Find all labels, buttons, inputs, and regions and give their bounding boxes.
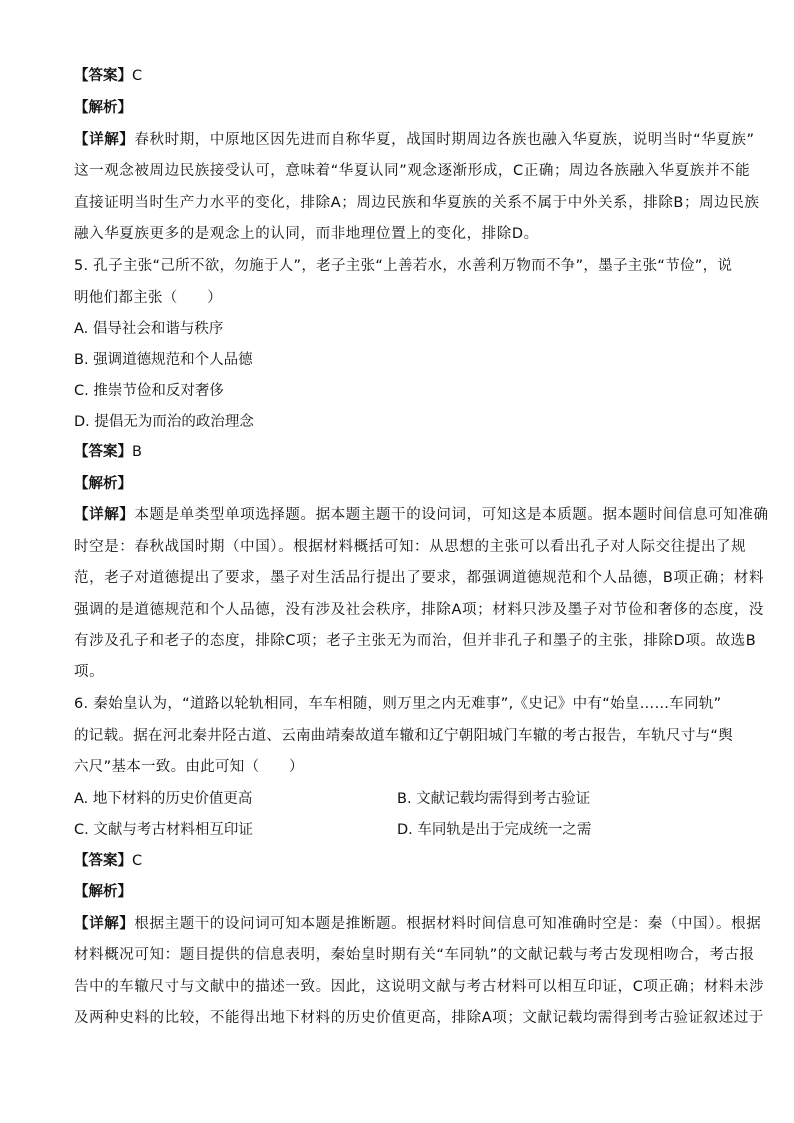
option-d: D. 提倡无为而治的政治理念 bbox=[74, 414, 254, 430]
detail-line: 项。 bbox=[74, 664, 105, 680]
detail-line: 【详解】本题是单类型单项选择题。据本题主题干的设问词，可知这是本质题。据本题时间信息可知准确 bbox=[74, 507, 769, 523]
question-5-stem: 5. 孔子主张“己所不欲，勿施于人”，老子主张“上善若水，水善利万物而不争”，墨子主张“节俭”，说 bbox=[74, 258, 733, 274]
detail-line: 强调的是道德规范和个人品德，没有涉及社会秩序，排除A项；材料只涉及墨子对节俭和奢侈的态度，没 bbox=[74, 602, 765, 618]
detail-line: 告中的车辙尺寸与文献中的描述一致。因此，这说明文献与考古材料可以相互印证，C项正确；材料未涉 bbox=[74, 979, 765, 995]
detail-line: 及两种史料的比较，不能得出地下材料的历史价值更高，排除A项；文献记载均需得到考古验证叙述过于 bbox=[74, 1010, 765, 1026]
question-6-stem: 6. 秦始皇认为，“道路以轮轨相同，车车相随，则万里之内无难事”,《史记》中有“始皇……车同轨” bbox=[74, 696, 722, 712]
option-b: B. 文献记载均需得到考古验证 bbox=[397, 791, 591, 807]
analysis-label: 【解析】 bbox=[74, 476, 132, 492]
detail-line: 有涉及孔子和老子的态度，排除C项；老子主张无为而治，但并非孔子和墨子的主张，排除D项。故选B bbox=[74, 633, 757, 649]
analysis-label: 【解析】 bbox=[74, 884, 132, 900]
option-b: B. 强调道德规范和个人品德 bbox=[74, 352, 253, 368]
question-6-stem: 六尺”基本一致。由此可知（ ） bbox=[74, 759, 304, 775]
detail-line: 时空是：春秋战国时期（中国）。根据材料概括可知：从思想的主张可以看出孔子对人际交往提出了规 bbox=[74, 539, 747, 555]
detail-line: 材料概况可知：题目提供的信息表明，秦始皇时期有关“车同轨”的文献记载与考古发现相吻合，考古报 bbox=[74, 947, 755, 963]
option-a: A. 倡导社会和谐与秩序 bbox=[74, 321, 224, 337]
question-6-stem: 的记载。据在河北秦井陉古道、云南曲靖秦故道车辙和辽宁朝阳城门车辙的考古报告，车轨尺寸与“舆 bbox=[74, 728, 734, 744]
option-c: C. 文献与考古材料相互印证 bbox=[74, 822, 253, 838]
analysis-label: 【解析】 bbox=[74, 100, 132, 116]
detail-line: 这一观念被周边民族接受认可，意味着“华夏认同”观念逐渐形成，C正确；周边各族融入华夏族并不能 bbox=[74, 163, 751, 179]
option-a: A. 地下材料的历史价值更高 bbox=[74, 791, 253, 807]
detail-line: 范，老子对道德提出了要求，墨子对生活品行提出了要求，都强调道德规范和个人品德，B项正确；材料 bbox=[74, 570, 765, 586]
detail-line: 【详解】春秋时期，中原地区因先进而自称华夏，战国时期周边各族也融入华夏族，说明当时“华夏族” bbox=[74, 132, 755, 148]
option-d: D. 车同轨是出于完成统一之需 bbox=[397, 822, 592, 838]
answer-line: 【答案】C bbox=[74, 68, 143, 84]
detail-line: 融入华夏族更多的是观念上的认同，而非地理位置上的变化，排除D。 bbox=[74, 226, 539, 242]
detail-line: 【详解】根据主题干的设问词可知本题是推断题。根据材料时间信息可知准确时空是：秦（中国）。根据 bbox=[74, 916, 762, 932]
question-5-stem: 明他们都主张（ ） bbox=[74, 290, 222, 306]
answer-line: 【答案】C bbox=[74, 853, 143, 869]
option-c: C. 推崇节俭和反对奢侈 bbox=[74, 383, 224, 399]
answer-line: 【答案】B bbox=[74, 444, 142, 460]
detail-line: 直接证明当时生产力水平的变化，排除A；周边民族和华夏族的关系不属于中外关系，排除B；周边民族 bbox=[74, 195, 760, 211]
